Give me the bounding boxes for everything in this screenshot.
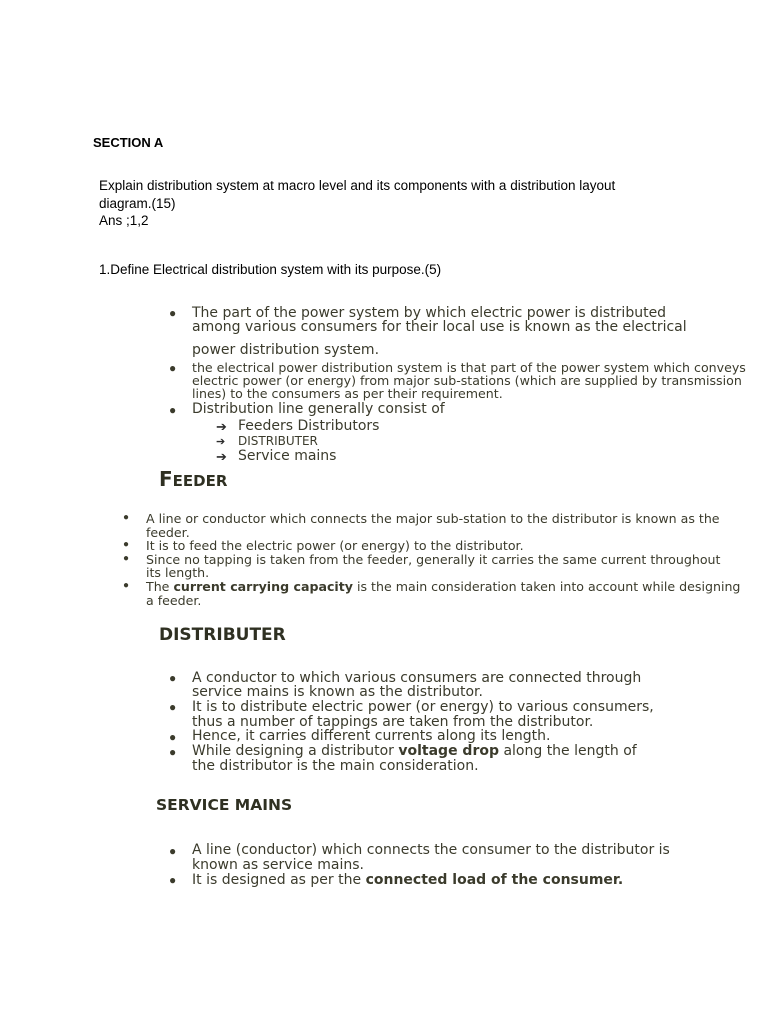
bullet-dot: ●	[169, 700, 177, 714]
feeder-item-4-line-1: The current carrying capacity is the main consideration taken into account while designing	[146, 579, 741, 594]
sub-item-distributer: DISTRIBUTER	[238, 434, 318, 448]
feeder-heading-rest: EEDER	[172, 472, 228, 490]
bullet-dot: ●	[169, 403, 177, 417]
service-mains-item-1-line-1: A line (conductor) which connects the consumer to the distributor is	[192, 842, 670, 858]
arrow-icon: ➔	[216, 419, 227, 434]
intro-bullet-2-line-3: lines) to the consumers as per their requirement.	[192, 386, 503, 401]
intro-bullet-1-line-3: power distribution system.	[192, 342, 380, 358]
distributer-item-3: Hence, it carries different currents along its length.	[192, 728, 551, 744]
distributer-item-1-line-1: A conductor to which various consumers are connected through	[192, 670, 642, 686]
feeder-item-3-line-1: Since no tapping is taken from the feeder, generally it carries the same current throughout	[146, 552, 721, 567]
service-mains-heading: SERVICE MAINS	[156, 796, 293, 814]
intro-bullet-1-line-2: among various consumers for their local use is known as the electrical	[192, 319, 687, 335]
feeder-heading-initial: F	[159, 467, 173, 491]
subquestion: 1.Define Electrical distribution system with its purpose.(5)	[99, 262, 442, 277]
bullet-dot: ●	[123, 539, 130, 550]
bullet-dot: ●	[169, 361, 177, 375]
intro-bullet-2-line-1: the electrical power distribution system is that part of the power system which conveys	[192, 360, 746, 375]
arrow-icon: ➔	[216, 436, 226, 448]
feeder-item-3-line-2: its length.	[146, 565, 210, 580]
distributer-item-2-line-2: thus a number of tappings are taken from the distributor.	[192, 714, 594, 730]
distributer-item-1-line-2: service mains is known as the distributor.	[192, 684, 483, 700]
question-line-2: diagram.(15)	[99, 196, 176, 211]
distributer-heading: DISTRIBUTER	[159, 625, 286, 645]
service-mains-item-2: It is designed as per the connected load of the consumer.	[192, 872, 624, 888]
sub-item-service-mains: Service mains	[238, 448, 337, 464]
bullet-dot: ●	[123, 580, 130, 591]
bullet-dot: ●	[169, 844, 177, 858]
service-mains-item-1-line-2: known as service mains.	[192, 857, 364, 873]
bullet-dot: ●	[169, 745, 177, 759]
section-title: SECTION A	[93, 135, 164, 150]
answer-ref: Ans ;1,2	[99, 213, 149, 228]
bullet-dot: ●	[169, 873, 177, 887]
intro-bullet-1-line-1: The part of the power system by which electric power is distributed	[192, 305, 667, 321]
distributer-item-2-line-1: It is to distribute electric power (or energy) to various consumers,	[192, 699, 654, 715]
feeder-heading	[159, 467, 227, 493]
feeder-item-4-line-2: a feeder.	[146, 593, 202, 608]
question-line-1: Explain distribution system at macro level and its components with a distribution layout	[99, 178, 616, 193]
arrow-icon: ➔	[216, 449, 227, 464]
bullet-dot: ●	[169, 671, 177, 685]
feeder-item-1-line-1: A line or conductor which connects the major sub-station to the distributor is known as the	[146, 511, 720, 526]
feeder-item-1-line-2: feeder.	[146, 525, 190, 540]
bullet-dot: ●	[169, 306, 177, 320]
distributer-item-4-line-2: the distributor is the main consideration.	[192, 758, 479, 774]
feeder-item-2: It is to feed the electric power (or energy) to the distributor.	[146, 538, 524, 553]
bullet-dot: ●	[169, 730, 177, 744]
bullet-dot: ●	[123, 553, 130, 564]
intro-bullet-3: Distribution line generally consist of	[192, 401, 445, 417]
sub-item-feeders: Feeders Distributors	[238, 418, 380, 434]
intro-bullet-2-line-2: electric power (or energy) from major sub-stations (which are supplied by transmission	[192, 373, 742, 388]
bullet-dot: ●	[123, 512, 130, 523]
distributer-item-4-line-1: While designing a distributor voltage drop along the length of	[192, 743, 637, 759]
